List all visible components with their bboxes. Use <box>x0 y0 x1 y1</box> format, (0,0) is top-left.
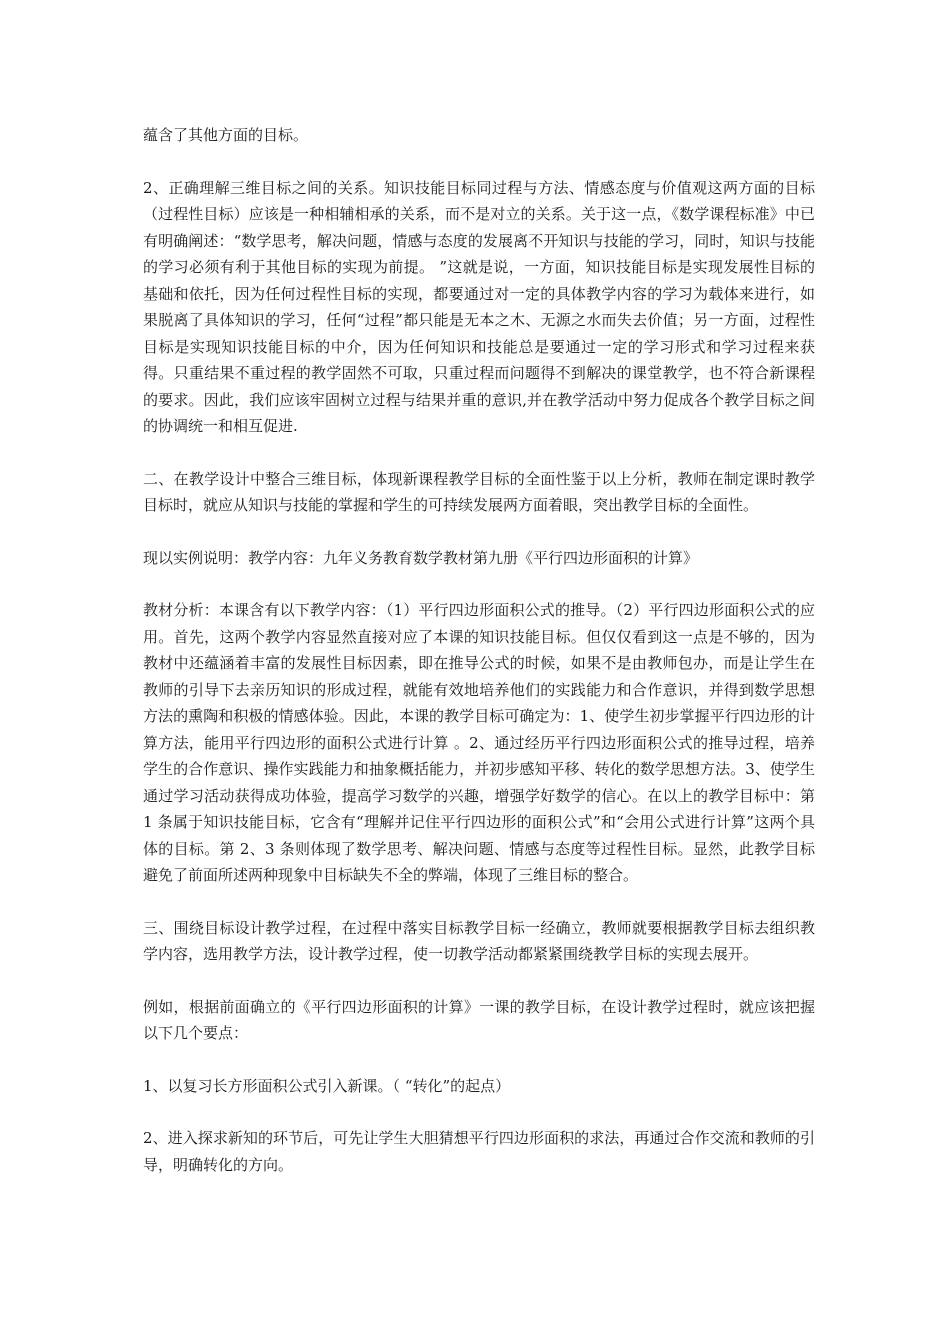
paragraph-goal-relationship: 2、正确理解三维目标之间的关系。知识技能目标同过程与方法、情感态度与价值观这两方面的目标（过程性目标）应该是一种相辅相承的关系，而不是对立的关系。关于这一点，《数学课程标准》中已有明确阐述：“数学思考，解决问题，情感与态度的发展离不开知识与技能的学习，同时，知识与技能的学习必须有利于其他目标的实现为前提。 ”这就是说，一方面，知识技能目标是实现发展性目标的基础和依托，因为任何过程性目标的实现，都要通过对一定的具体教学内容的学习为载体来进行，如果脱离了具体知识的学习，任何“过程”都只能是无本之木、无源之水而失去价值；另一方面，过程性目标是实现知识技能目标的中介，因为任何知识和技能总是要通过一定的学习形式和学习过程来获得。只重结果不重过程的教学固然不可取，只重过程而问题得不到解决的课堂教学，也不符合新课程的要求。因此，我们应该牢固树立过程与结果并重的意识,并在教学活动中努力促成各个教学目标之间的协调统一和相互促进. <box>143 178 815 435</box>
paragraph-example-intro: 现以实例说明：教学内容：九年义务教育数学教材第九册《平行四边形面积的计算》 <box>143 548 699 567</box>
paragraph-example-process: 例如，根据前面确立的《平行四边形面积的计算》一课的教学目标，在设计教学过程时，就应该把握以下几个要点： <box>143 997 815 1042</box>
paragraph-section-three: 三、围绕目标设计教学过程，在过程中落实目标教学目标一经确立，教师就要根据教学目标去组织教学内容，选用教学方法，设计教学过程，使一切教学活动都紧紧围绕教学目标的实现去展开。 <box>143 918 815 963</box>
document-body <box>143 122 815 1204</box>
paragraph-material-analysis: 教材分析：本课含有以下教学内容：（1）平行四边形面积公式的推导。（2）平行四边形面积公式的应用。首先，这两个教学内容显然直接对应了本课的知识技能目标。但仅仅看到这一点是不够的，因为教材中还蕴涵着丰富的发展性目标因素，即在推导公式的时候，如果不是由教师包办，而是让学生在教师的引导下去亲历知识的形成过程，就能有效地培养他们的实践能力和合作意识，并得到数学思想方法的熏陶和积极的情感体验。因此，本课的教学目标可确定为：1、使学生初步掌握平行四边形的计算方法，能用平行四边形的面积公式进行计算 。2、通过经历平行四边形面积公式的推导过程，培养学生的合作意识、操作实践能力和抽象概括能力，并初步感知平移、转化的数学思想方法。3、使学生通过学习活动获得成功体验，提高学习数学的兴趣，增强学好数学的信心。在以上的教学目标中：第 1 条属于知识技能目标，它含有“理解并记住平行四边形的面积公式”和“会用公式进行计算”这两个具体的目标。第 2、3 条则体现了数学思考、解决问题、情感与态度等过程性目标。显然，此教学目标避免了前面所述两种现象中目标缺失不全的弊端，体现了三维目标的整合。 <box>143 601 815 884</box>
paragraph-section-two: 二、在教学设计中整合三维目标，体现新课程教学目标的全面性鉴于以上分析，教师在制定课时教学目标时，就应从知识与技能的掌握和学生的可持续发展两方面着眼，突出教学目标的全面性。 <box>143 469 815 514</box>
paragraph-point-one: 1、以复习长方形面积公式引入新课。（ “转化”的起点） <box>143 1076 511 1095</box>
paragraph-continuation: 蕴含了其他方面的目标。 <box>143 126 309 144</box>
paragraph-point-two: 2、进入探求新知的环节后，可先让学生大胆猜想平行四边形面积的求法，再通过合作交流和教师的引导，明确转化的方向。 <box>143 1129 815 1174</box>
